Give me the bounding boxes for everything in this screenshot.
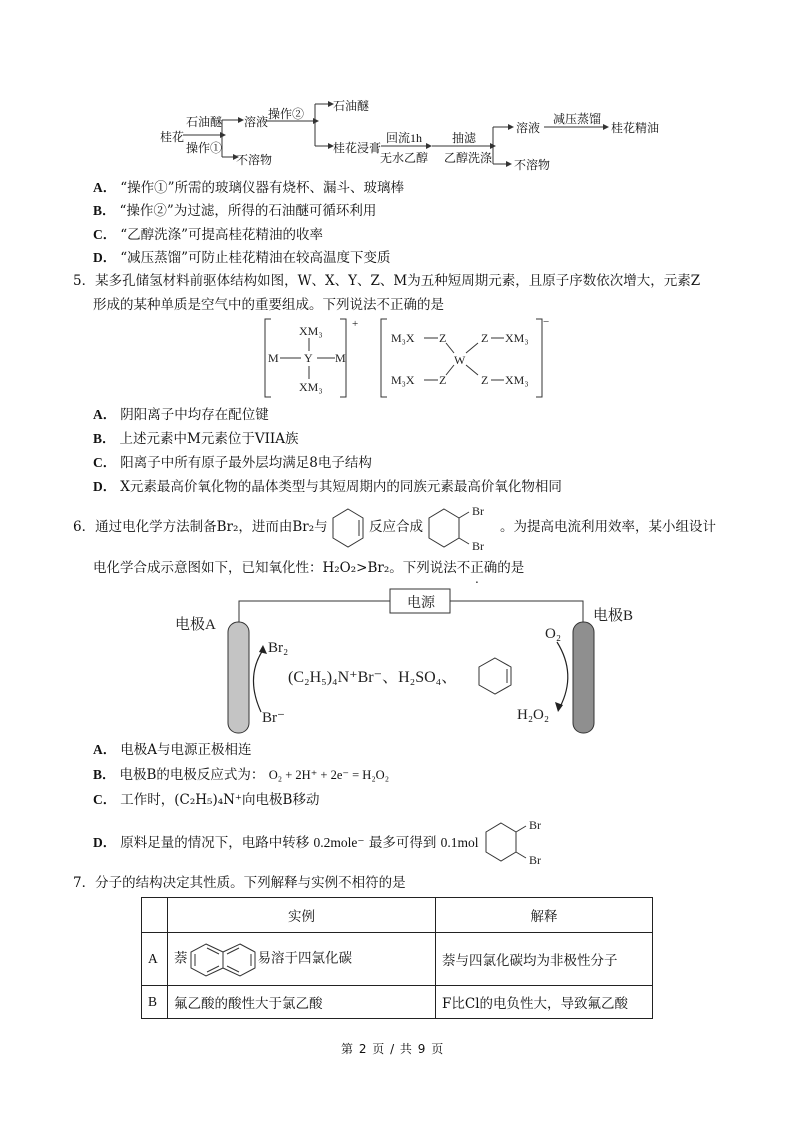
svg-text:Br: Br (472, 539, 484, 553)
table-row (142, 933, 653, 986)
anion-z-bl: Z (439, 373, 447, 387)
cation-bottom: XM₃ (299, 380, 323, 394)
br-minus-label: Br⁻ (262, 710, 285, 726)
flow-filter-top: 抽滤 (452, 131, 477, 145)
cation-right: M (335, 351, 346, 365)
br2-label: Br₂ (268, 640, 289, 656)
q6-stem-line2: 电化学合成示意图如下，已知氧化性：H₂O₂>Br₂。下列说法不正确的是 (93, 560, 525, 576)
flow-filter-bottom: 乙醇洗涤 (444, 151, 493, 165)
cation-top: XM₃ (299, 324, 323, 338)
electrolysis-diagram (165, 582, 645, 737)
q4-option-c: C． “乙醇洗涤”可提高桂花精油的收率 (93, 227, 324, 243)
q6-stem-part2: 反应合成 (369, 519, 423, 535)
table-header-cell: 实例 (168, 898, 436, 933)
flow-pet-ether: 石油醚 (333, 99, 370, 113)
flow-op1-top: 石油醚 (186, 115, 223, 129)
table-row (142, 986, 653, 1019)
anion-z-tl: Z (439, 331, 447, 345)
table-header-row (142, 898, 653, 933)
flow-distill: 减压蒸馏 (553, 112, 602, 126)
q7-table (141, 897, 653, 1019)
flow-insoluble2: 不溶物 (514, 158, 551, 172)
anion-z-br: Z (481, 373, 489, 387)
table-header-cell: 解释 (436, 898, 653, 933)
electrode-b (573, 622, 594, 733)
flow-product: 桂花精油 (611, 121, 660, 135)
dibromocyclohexane-icon (424, 500, 499, 556)
example-cell: 萘 易溶于四氯化碳 (168, 933, 436, 986)
anion-center: W (454, 353, 466, 367)
anion-charge: − (543, 316, 550, 328)
q5-option-b: B． 上述元素中M元素位于VIIA族 (93, 431, 299, 447)
example-cell: 氟乙酸的酸性大于氯乙酸 (168, 986, 436, 1019)
page-footer: 第 2 页 / 共 9 页 (341, 1042, 445, 1056)
anion-z-tr: Z (481, 331, 489, 345)
q6-stem-part1: 6．通过电化学方法制备Br₂，进而由Br₂与 (73, 519, 328, 535)
cation-left: M (268, 351, 279, 365)
flow-reflux-bottom: 无水乙醇 (380, 151, 429, 165)
q4-option-b: B． “操作②”为过滤，所得的石油醚可循环利用 (93, 203, 377, 219)
electrolyte-label: (C₂H₅)₄N⁺Br⁻、H₂SO₄、 (288, 669, 458, 686)
anion-top-left: M₃X (391, 331, 415, 345)
q5-option-a: A． 阴阳离子中均存在配位键 (93, 407, 269, 423)
dibromocyclohexane-icon (481, 814, 556, 870)
row-label: B (142, 986, 168, 1019)
anion-bottom-left: M₃X (391, 373, 415, 387)
svg-text:Br: Br (529, 818, 541, 832)
q5-stem-line2: 形成的某种单质是空气中的重要组成。下列说法不正确的是 (93, 297, 444, 313)
flow-solution1: 溶液 (244, 115, 269, 129)
flow-extract: 桂花浸膏 (333, 141, 382, 155)
flow-insoluble1: 不溶物 (236, 153, 273, 167)
q5-stem-line1: 5．某多孔储氢材料前驱体结构如图，W、X、Y、Z、M为五种短周期元素，且原子序数依次增大，元素Z (73, 273, 701, 289)
q4-option-a: A． “操作①”所需的玻璃仪器有烧杯、漏斗、玻璃棒 (93, 180, 405, 196)
o2-label: O₂ (545, 626, 562, 642)
q5-option-d: D． X元素最高价氧化物的晶体类型与其短周期内的同族元素最高价氧化物相同 (93, 479, 562, 495)
flow-op1-bottom: 操作① (186, 141, 223, 155)
flow-start: 桂花 (160, 130, 185, 144)
electrode-reaction-formula: O₂ + 2H⁺ + 2e⁻ = H₂O₂ (268, 768, 390, 782)
electrode-b-label: 电极B (593, 608, 634, 624)
cyclohexene-icon (330, 506, 366, 550)
table-header-cell (142, 898, 168, 933)
q6-option-c: C． 工作时，(C₂H₅)₄N⁺向电极B移动 (93, 792, 320, 808)
q5-structure-diagram (255, 313, 555, 403)
electrode-a-label: 电极A (175, 617, 216, 633)
cation-center: Y (304, 351, 313, 365)
flow-solution2: 溶液 (516, 121, 541, 135)
naphthalene-icon (188, 939, 258, 979)
anion-top-right: XM₃ (505, 331, 529, 345)
svg-text:Br: Br (472, 504, 484, 518)
cyclohexene-icon (479, 658, 511, 694)
q6-option-a: A． 电极A与电源正极相连 (93, 742, 252, 758)
cation-charge: + (352, 318, 359, 330)
anion-bottom-right: XM₃ (505, 373, 529, 387)
row-label: A (142, 933, 168, 986)
q5-option-c: C． 阳离子中所有原子最外层均满足8电子结构 (93, 455, 372, 471)
emphasis-text: 不正确 (456, 560, 498, 576)
q4-option-d: D． “减压蒸馏”可防止桂花精油在较高温度下变质 (93, 250, 391, 266)
electrode-a (228, 622, 249, 733)
q6-stem-part3: 。为提高电流利用效率，某小组设计 (500, 519, 716, 535)
q6-option-d: D． 原料足量的情况下，电路中转移 0.2mole⁻ 最多可得到 0.1mol (93, 835, 479, 851)
svg-text:Br: Br (529, 853, 541, 867)
flow-reflux-top: 回流1h (386, 131, 423, 145)
h2o2-label: H₂O₂ (517, 707, 550, 723)
q6-option-b: B． 电极B的电极反应式为： O₂ + 2H⁺ + 2e⁻ = H₂O₂ (93, 767, 390, 783)
power-source-label: 电源 (407, 596, 435, 611)
explanation-cell: 萘与四氯化碳均为非极性分子 (436, 933, 653, 986)
flow-op2: 操作② (268, 107, 305, 121)
q7-stem: 7．分子的结构决定其性质。下列解释与实例不相符的是 (73, 875, 406, 891)
explanation-cell: F比Cl的电负性大，导致氟乙酸 (436, 986, 653, 1019)
